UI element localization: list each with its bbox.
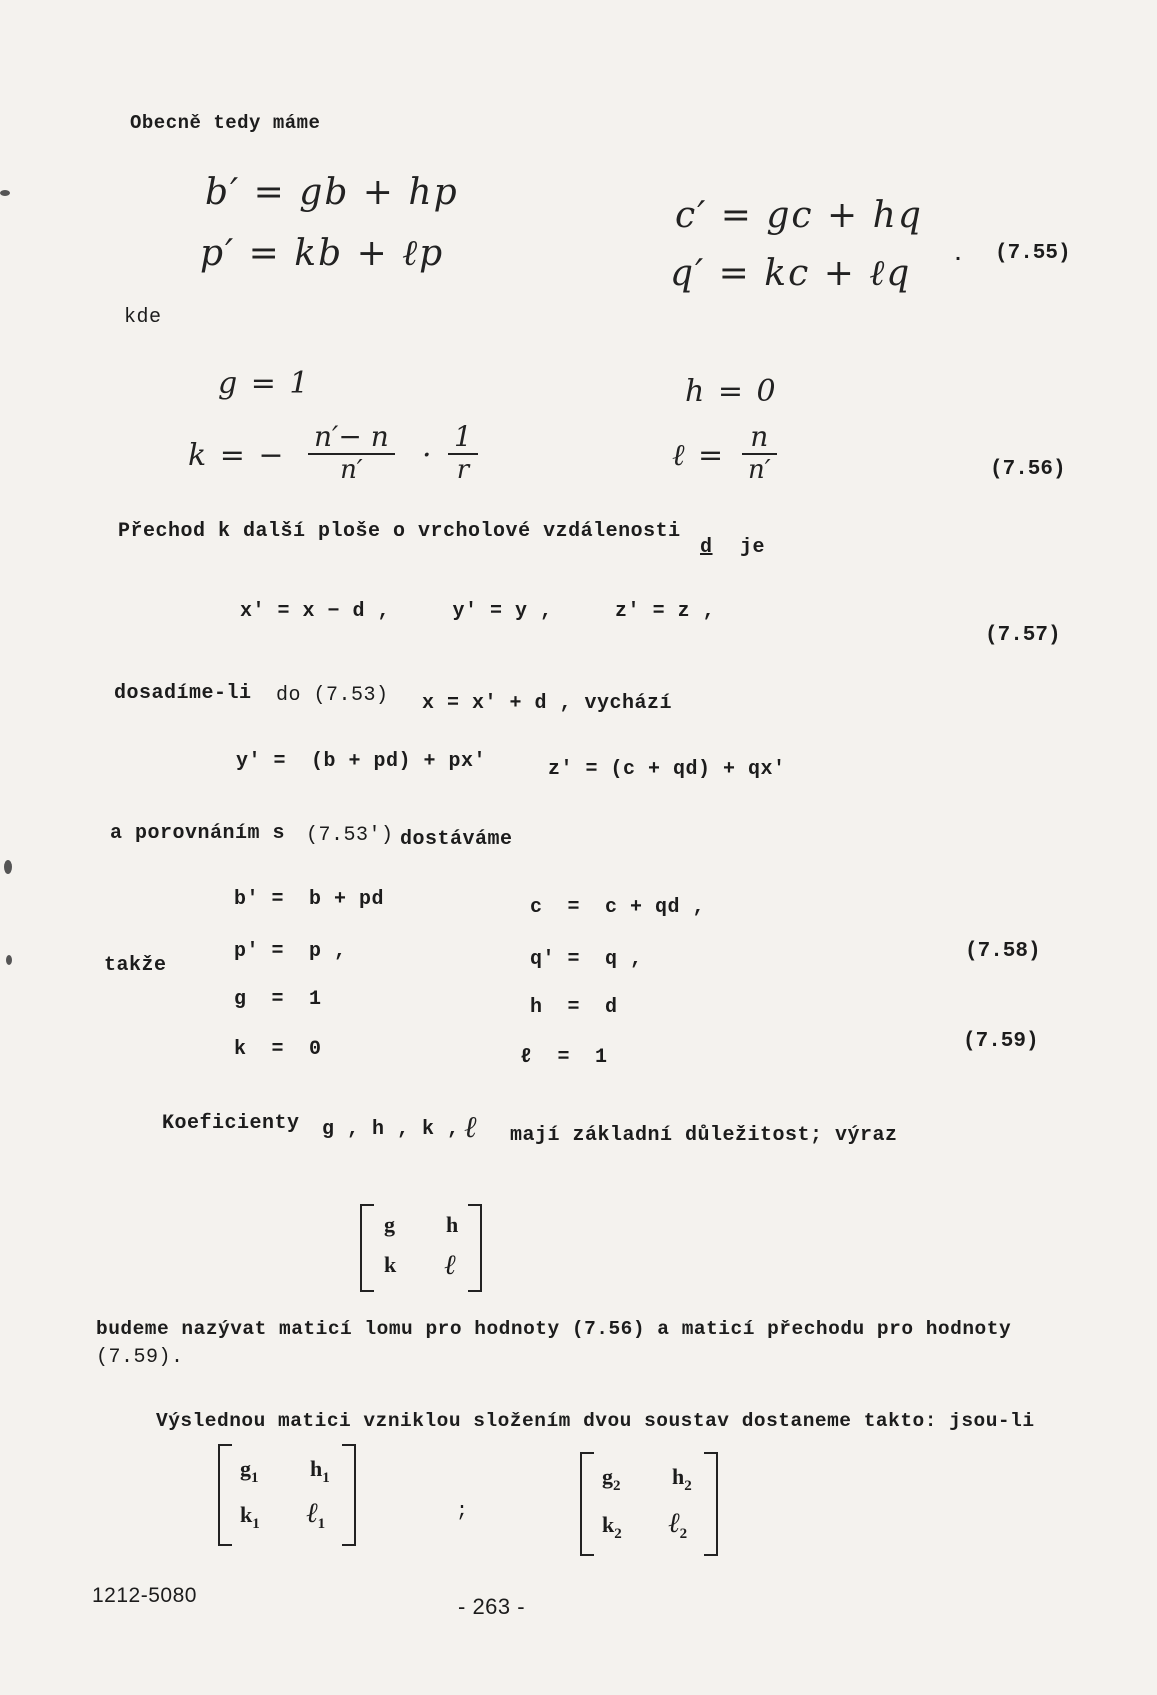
cell-symbol: g — [602, 1464, 613, 1489]
intro-text: Obecně tedy máme — [130, 112, 321, 134]
budeme-line2: (7.59). — [96, 1346, 184, 1369]
prechod-d: d — [700, 536, 713, 559]
cell-symbol: k — [602, 1512, 615, 1537]
dosadime-text: dosadíme-li — [114, 682, 252, 705]
prechod-text: Přechod k další ploše o vrcholové vzdálenosti — [118, 520, 681, 543]
cell-subscript: 2 — [684, 1478, 692, 1494]
matrix-2 — [580, 1452, 718, 1556]
koef-ell: ℓ — [464, 1110, 479, 1145]
koef-text: Koeficienty — [162, 1112, 300, 1135]
eq-758-r2: q′ = q , — [530, 948, 643, 971]
fraction-denominator: r — [448, 453, 478, 485]
subst-z: z′ = (c + qd) + qx′ — [548, 758, 786, 781]
eq-758-l3: g = 1 — [234, 988, 322, 1011]
fraction-denominator: n′ — [742, 453, 777, 485]
matrix-2-cell-h — [672, 1464, 692, 1495]
cell-symbol: h — [672, 1464, 685, 1489]
eq-758-l4: k = 0 — [234, 1038, 322, 1061]
eq-number-755: (7.55) — [995, 242, 1071, 265]
vyslednou-text: Výslednou matici vzniklou složením dvou soustav dostaneme takto: jsou-li — [156, 1410, 1035, 1432]
prechod-je: je — [740, 536, 766, 559]
cell-subscript: 2 — [679, 1526, 688, 1542]
koef-symbols: g , h , k , — [322, 1118, 460, 1141]
eq-q-prime: q′ = kc + ℓq — [670, 253, 912, 294]
subst-y: y′ = (b + pd) + px′ — [236, 750, 487, 773]
matrix-separator: ; — [456, 1500, 469, 1523]
fraction-numerator: n′− n — [314, 420, 389, 453]
multiplication-dot: · — [422, 438, 434, 473]
matrix-cell-g: g — [384, 1212, 395, 1237]
cell-subscript: 1 — [252, 1516, 260, 1532]
matrix-cell-h: h — [446, 1212, 459, 1237]
matrix-1-cell-l — [306, 1496, 325, 1533]
takze-text: takže — [104, 954, 167, 977]
fraction-numerator: 1 — [454, 420, 472, 453]
eq-758-r3: h = d — [530, 996, 618, 1019]
footer-code: 1212-5080 — [92, 1584, 197, 1607]
cell-subscript: 2 — [613, 1478, 621, 1494]
cell-subscript: 1 — [322, 1470, 330, 1486]
fraction-numerator: n — [750, 420, 769, 453]
matrix-2-cell-g — [602, 1464, 621, 1495]
eq-c-prime: c′ = gc + hq — [675, 195, 923, 236]
matrix-cell-k: k — [384, 1252, 397, 1277]
cell-symbol: ℓ — [668, 1506, 680, 1539]
eq-k-lhs: k = − — [188, 438, 286, 473]
cell-symbol: h — [310, 1456, 323, 1481]
porovnanim-dostavame: dostáváme — [400, 828, 513, 851]
matrix-1-cell-h — [310, 1456, 330, 1487]
eq-h-equals: h = 0 — [685, 374, 778, 409]
dosadime-eq: x = x′ + d , vychází — [422, 692, 673, 715]
matrix-2-cell-k — [602, 1512, 622, 1543]
matrix-bracket-left — [218, 1444, 232, 1546]
eq-number-756: (7.56) — [990, 458, 1066, 481]
matrix-bracket-right — [342, 1444, 356, 1546]
eq-b-prime: b′ = gb + hp — [205, 172, 459, 213]
matrix-bracket-left — [580, 1452, 594, 1556]
fraction-l — [742, 420, 777, 485]
eq-p-prime: p′ = kb + ℓp — [200, 233, 445, 274]
dosadime-ref: do (7.53) — [276, 684, 389, 707]
eq-755-dot: . — [952, 244, 965, 267]
cell-symbol: g — [240, 1456, 251, 1481]
matrix-bracket-right — [468, 1204, 482, 1292]
eq-758-l1: b′ = b + pd — [234, 888, 385, 911]
matrix-1-cell-g — [240, 1456, 259, 1487]
eq-number-759: (7.59) — [963, 1030, 1039, 1053]
fraction-k-second — [448, 420, 478, 485]
fraction-k-first — [308, 420, 395, 485]
eq-758-r1: c = c + qd , — [530, 896, 706, 919]
porovnanim-ref: (7.53′) — [306, 824, 394, 847]
porovnanim-text: a porovnáním s — [110, 822, 286, 845]
fraction-denominator: n′ — [308, 453, 395, 485]
kde-text: kde — [124, 306, 162, 329]
matrix-1 — [218, 1444, 356, 1546]
eq-number-758: (7.58) — [965, 940, 1041, 963]
eq-757: x′ = x − d , y′ = y , z′ = z , — [240, 600, 716, 623]
eq-758-r4: ℓ = 1 — [520, 1046, 608, 1069]
cell-symbol: ℓ — [306, 1496, 318, 1529]
koef-rest: mají základní důležitost; výraz — [510, 1124, 898, 1147]
eq-758-l2: p′ = p , — [234, 940, 347, 963]
matrix-bracket-right — [704, 1452, 718, 1556]
matrix-2-cell-l — [668, 1506, 687, 1543]
cell-subscript: 2 — [614, 1526, 622, 1542]
matrix-1-cell-k — [240, 1502, 260, 1533]
matrix-cell-l: ℓ — [444, 1248, 456, 1281]
cell-symbol: k — [240, 1502, 253, 1527]
scan-speck — [0, 190, 10, 196]
eq-l-lhs: ℓ = — [672, 438, 726, 473]
cell-subscript: 1 — [317, 1516, 326, 1532]
matrix-g-h-k-l — [360, 1204, 482, 1292]
budeme-line1: budeme nazývat maticí lomu pro hodnoty (7.56) a maticí přechodu pro hodnoty — [96, 1318, 1012, 1340]
matrix-bracket-left — [360, 1204, 374, 1292]
cell-subscript: 1 — [251, 1470, 259, 1486]
scan-speck — [6, 955, 12, 965]
eq-number-757: (7.57) — [985, 624, 1061, 647]
eq-g-equals: g = 1 — [218, 366, 311, 401]
page-number: - 263 - — [458, 1594, 526, 1619]
scan-speck — [4, 860, 12, 874]
